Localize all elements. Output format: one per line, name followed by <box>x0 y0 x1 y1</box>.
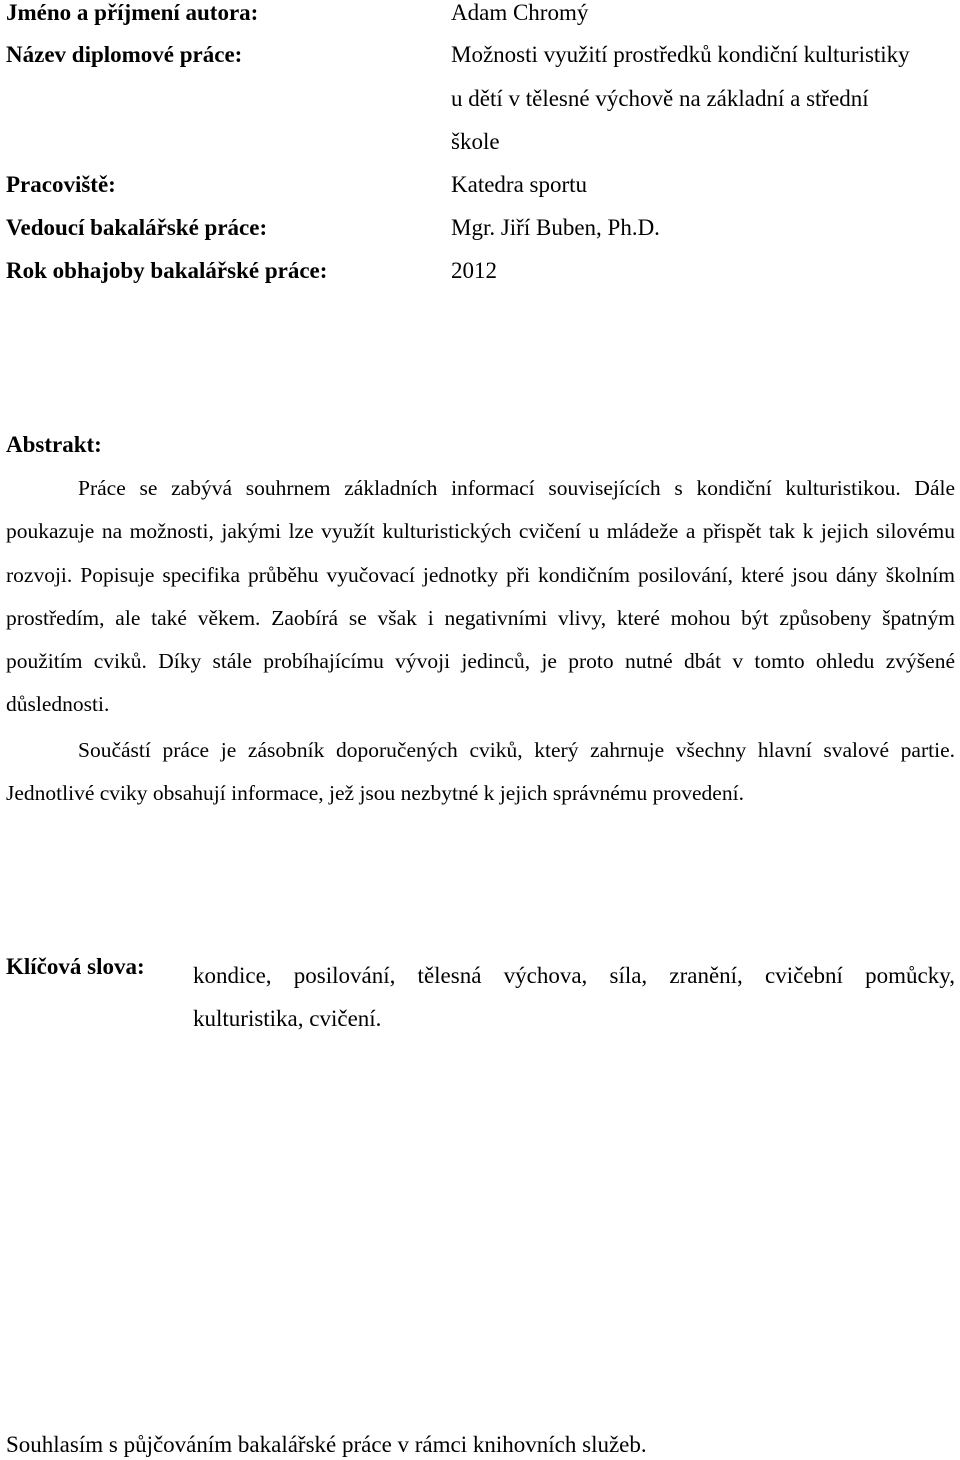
defense-year-row <box>6 258 946 288</box>
defense-year-value: 2012 <box>451 258 497 283</box>
thesis-title-line-2: u dětí v tělesné výchově na základní a střední <box>451 86 869 111</box>
author-row <box>6 0 946 30</box>
author-label: Jméno a příjmení autora: <box>6 0 259 25</box>
keywords-label: Klíčová slova: <box>6 954 145 979</box>
abstract-paragraph-1-text: Práce se zabývá souhrnem základních informací souvisejících s kondiční kulturistikou. Dále poukazuje na možnosti, jakými lze využít kulturistických cvičení u mládeže a přispět tak k jejich silovému rozvoji. Popisuje specifika průběhu vyučovací jednotky při kondičním posilování, které jsou dány školním prostředím, ale také věkem. Zaobírá se však i negativními vlivy, které mohou být způsobeny špatným použitím cviků. Díky stále probíhajícímu vývoji jedinců, je proto nutné dbát v tomto ohledu zvýšené důslednosti. <box>6 476 955 717</box>
supervisor-value: Mgr. Jiří Buben, Ph.D. <box>451 215 660 240</box>
thesis-title-label: Název diplomové práce: <box>6 42 243 67</box>
workplace-row <box>6 172 946 202</box>
defense-year-label: Rok obhajoby bakalářské práce: <box>6 258 328 283</box>
supervisor-label: Vedoucí bakalářské práce: <box>6 215 268 240</box>
abstract-heading: Abstrakt: <box>6 432 102 457</box>
abstract-paragraph-2-text: Součástí práce je zásobník doporučených cviků, který zahrnuje všechny hlavní svalové partie. Jednotlivé cviky obsahují informace, jež jsou nezbytné k jejich správnému provedení. <box>6 738 955 806</box>
thesis-title-line-1: Možnosti využití prostředků kondiční kulturistiky <box>451 42 910 67</box>
workplace-value: Katedra sportu <box>451 172 588 197</box>
author-value: Adam Chromý <box>451 0 589 25</box>
thesis-title-row <box>6 42 946 72</box>
keywords-value: kondice, posilování, tělesná výchova, síla, zranění, cvičební pomůcky, kulturistika, cvičení. <box>193 963 955 1031</box>
abstract-paragraph-1 <box>6 467 955 727</box>
thesis-title-line-3: škole <box>451 129 500 154</box>
abstract-paragraph-2 <box>6 729 955 816</box>
thesis-title-row-2 <box>6 86 946 116</box>
supervisor-row <box>6 215 946 245</box>
workplace-label: Pracoviště: <box>6 172 116 197</box>
library-consent: Souhlasím s půjčováním bakalářské práce v rámci knihovních služeb. <box>6 1432 647 1457</box>
thesis-title-row-3 <box>6 129 946 159</box>
